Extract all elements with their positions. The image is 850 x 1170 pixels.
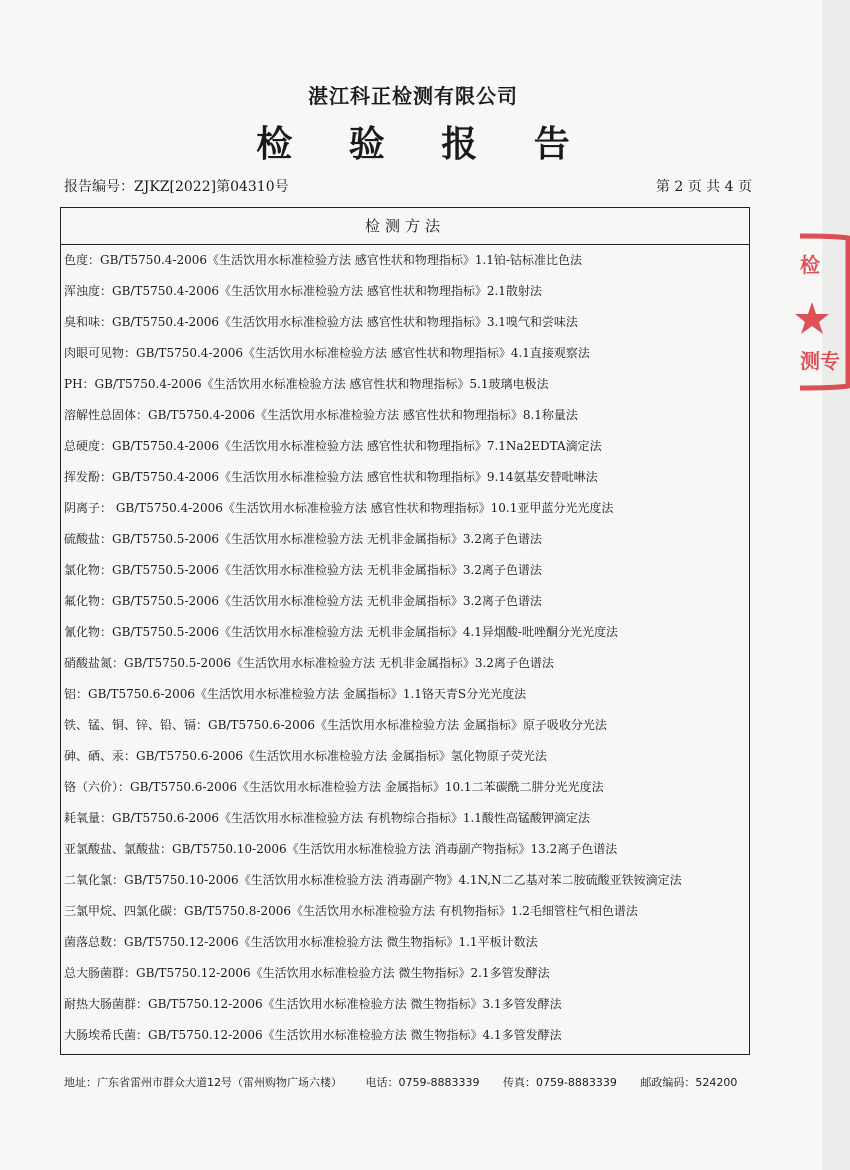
method-row: 耗氧量：GB/T5750.6-2006《生活饮用水标准检验方法 有机物综合指标》1.1酸性高锰酸钾滴定法 [64,811,590,825]
method-row: 色度：GB/T5750.4-2006《生活饮用水标准检验方法 感官性状和物理指标》1.1铂-钴标准比色法 [64,253,582,267]
svg-text:测专: 测专 [800,349,840,373]
method-row: 氟化物：GB/T5750.5-2006《生活饮用水标准检验方法 无机非金属指标》3.2离子色谱法 [64,594,542,608]
company-name: 湛江科正检测有限公司 [308,84,518,108]
method-row: 铝：GB/T5750.6-2006《生活饮用水标准检验方法 金属指标》1.1铬天青S分光光度法 [64,687,527,701]
method-row: 耐热大肠菌群：GB/T5750.12-2006《生活饮用水标准检验方法 微生物指标》3.1多管发酵法 [64,997,562,1011]
method-row: 菌落总数：GB/T5750.12-2006《生活饮用水标准检验方法 微生物指标》1.1平板计数法 [64,935,538,949]
method-row: 大肠埃希氏菌：GB/T5750.12-2006《生活饮用水标准检验方法 微生物指标》4.1多管发酵法 [64,1028,562,1042]
company-seal-stamp [790,232,850,392]
method-row: 氯化物：GB/T5750.5-2006《生活饮用水标准检验方法 无机非金属指标》3.2离子色谱法 [64,563,542,577]
method-row: 浑浊度：GB/T5750.4-2006《生活饮用水标准检验方法 感官性状和物理指标》2.1散射法 [64,284,542,298]
footer-contact [64,1074,757,1090]
test-methods-list [61,245,749,1051]
method-row: 砷、硒、汞：GB/T5750.6-2006《生活饮用水标准检验方法 金属指标》氢化物原子荧光法 [64,749,547,763]
method-row: 亚氯酸盐、氯酸盐：GB/T5750.10-2006《生活饮用水标准检验方法 消毒副产物指标》13.2离子色谱法 [64,842,618,856]
page-info: 第 2 页 共 4 页 [655,179,752,195]
test-methods-header: 检测方法 [61,208,749,245]
report-title: 检 验 报 告 [256,124,592,165]
method-row: 臭和味：GB/T5750.4-2006《生活饮用水标准检验方法 感官性状和物理指标》3.1嗅气和尝味法 [64,315,578,329]
test-methods-table [60,207,750,1055]
method-row: 三氯甲烷、四氯化碳：GB/T5750.8-2006《生活饮用水标准检验方法 有机物指标》1.2毛细管柱气相色谱法 [64,904,638,918]
svg-text:检: 检 [800,253,820,277]
method-row: 总硬度：GB/T5750.4-2006《生活饮用水标准检验方法 感官性状和物理指标》7.1Na2EDTA滴定法 [64,439,602,453]
footer-fax: 传真：0759-8883339 [502,1076,617,1089]
method-row: 氰化物：GB/T5750.5-2006《生活饮用水标准检验方法 无机非金属指标》4.1异烟酸-吡唑酮分光光度法 [64,625,618,639]
method-row: 挥发酚：GB/T5750.4-2006《生活饮用水标准检验方法 感官性状和物理指标》9.14氨基安替吡啉法 [64,470,598,484]
page-edge-band [822,0,850,1170]
method-row: PH：GB/T5750.4-2006《生活饮用水标准检验方法 感官性状和物理指标》5.1玻璃电极法 [64,377,549,391]
footer-postcode: 邮政编码：524200 [640,1076,738,1089]
method-row: 阴离子： GB/T5750.4-2006《生活饮用水标准检验方法 感官性状和物理指标》10.1亚甲蓝分光光度法 [64,501,614,515]
report-number: 报告编号：ZJKZ[2022]第04310号 [64,179,289,195]
method-row: 硫酸盐：GB/T5750.5-2006《生活饮用水标准检验方法 无机非金属指标》3.2离子色谱法 [64,532,542,546]
footer-address: 地址：广东省雷州市群众大道12号（雷州购物广场六楼） [64,1076,342,1089]
method-row: 总大肠菌群：GB/T5750.12-2006《生活饮用水标准检验方法 微生物指标》2.1多管发酵法 [64,966,550,980]
method-row: 铬（六价）：GB/T5750.6-2006《生活饮用水标准检验方法 金属指标》10.1二苯碳酰二肼分光光度法 [64,780,604,794]
method-row: 二氧化氯：GB/T5750.10-2006《生活饮用水标准检验方法 消毒副产物》4.1N,N二乙基对苯二胺硫酸亚铁铵滴定法 [64,873,682,887]
method-row: 铁、锰、铜、锌、铅、镉：GB/T5750.6-2006《生活饮用水标准检验方法 金属指标》原子吸收分光法 [64,718,607,732]
method-row: 肉眼可见物：GB/T5750.4-2006《生活饮用水标准检验方法 感官性状和物理指标》4.1直接观察法 [64,346,590,360]
method-row: 硝酸盐氮：GB/T5750.5-2006《生活饮用水标准检验方法 无机非金属指标》3.2离子色谱法 [64,656,554,670]
method-row: 溶解性总固体：GB/T5750.4-2006《生活饮用水标准检验方法 感官性状和物理指标》8.1称量法 [64,408,578,422]
footer-phone: 电话：0759-8883339 [365,1076,480,1089]
